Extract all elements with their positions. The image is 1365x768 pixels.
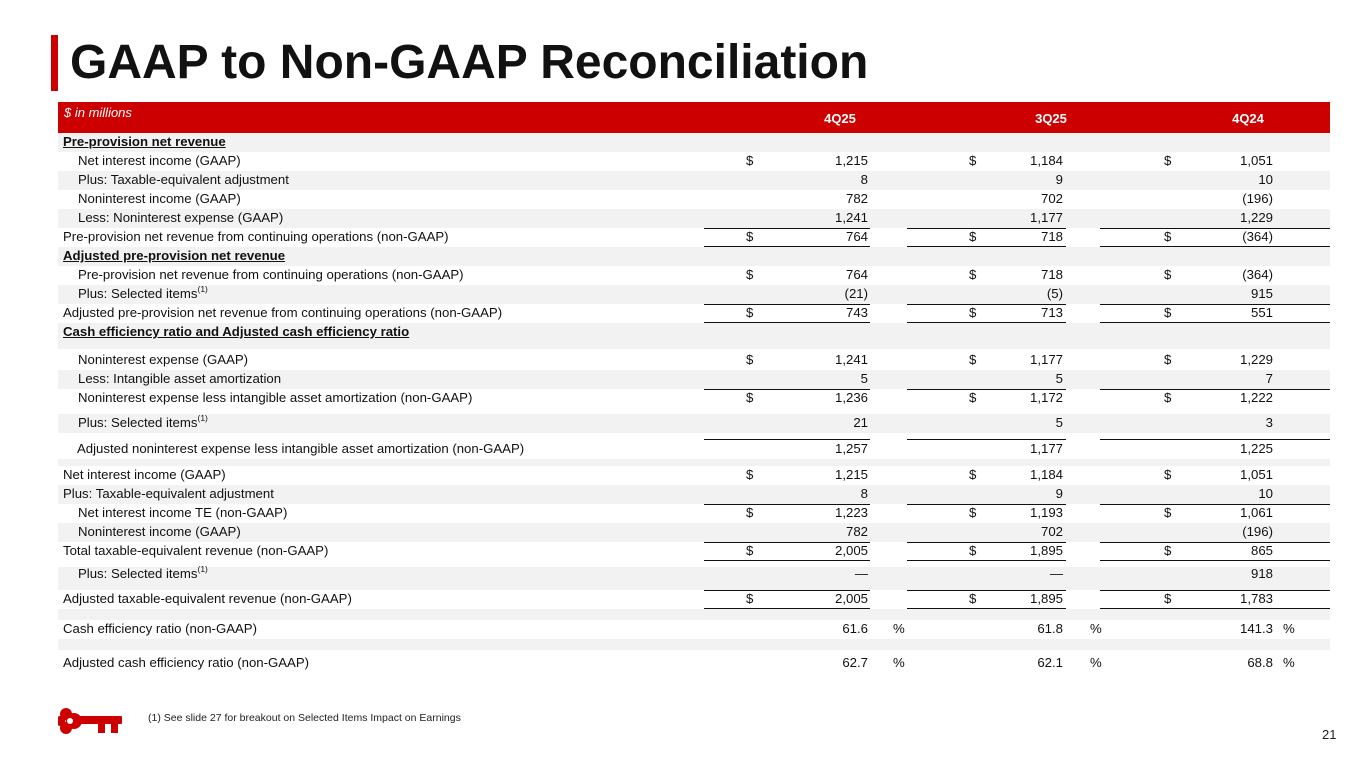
value-cell-4q24: 1,783 [1239, 591, 1273, 606]
footnote: (1) See slide 27 for breakout on Selected Items Impact on Earnings [148, 712, 461, 724]
value-cell-4q25: 1,241 [834, 210, 868, 225]
page-number: 21 [1322, 727, 1337, 742]
dollar-sign: $ [1164, 390, 1172, 405]
value-cell-3q25: 1,177 [1029, 352, 1063, 367]
total-rule-line [1100, 304, 1330, 305]
value-cell-3q25: 5 [1055, 371, 1063, 386]
value-cell-4q25: 61.6 [842, 621, 868, 636]
table-row [58, 370, 1330, 389]
dollar-sign: $ [1164, 591, 1172, 606]
value-cell-3q25: 9 [1055, 486, 1063, 501]
dollar-sign: $ [969, 153, 977, 168]
value-cell-4q25: 764 [845, 229, 868, 244]
table-row [58, 285, 1330, 304]
percent-sign: % [893, 655, 905, 670]
value-cell-3q25: (5) [1046, 286, 1063, 301]
percent-sign: % [1090, 655, 1102, 670]
table-spacer-row [58, 342, 1330, 349]
dollar-sign: $ [1164, 352, 1172, 367]
total-rule-line [907, 504, 1066, 505]
table-header [58, 102, 1330, 133]
table-row [58, 389, 1330, 408]
table-row [58, 209, 1330, 228]
row-label-net-interest-income-gaap: Net interest income (GAAP) [78, 153, 241, 168]
value-cell-3q25: 5 [1055, 415, 1063, 430]
row-label-pre-provision-net-revenue-from-continuing-operations-non-gaap: Pre-provision net revenue from continuing operations (non-GAAP) [78, 267, 464, 282]
table-spacer-row [58, 639, 1330, 650]
table-row [58, 190, 1330, 209]
dollar-sign: $ [969, 505, 977, 520]
row-label-adjusted-pre-provision-net-revenue: Adjusted pre-provision net revenue [63, 248, 286, 263]
period-header-4q24: 4Q24 [1232, 111, 1264, 126]
value-cell-4q24: 865 [1250, 543, 1273, 558]
footnote-marker: (1) [197, 413, 208, 423]
dollar-sign: $ [746, 390, 754, 405]
dollar-sign: $ [1164, 229, 1172, 244]
dollar-sign: $ [969, 591, 977, 606]
total-rule-line [907, 389, 1066, 390]
total-rule-line [704, 590, 870, 591]
dollar-sign: $ [1164, 153, 1172, 168]
dollar-sign: $ [969, 305, 977, 320]
table-spacer-row [58, 609, 1330, 620]
value-cell-3q25: 1,177 [1029, 210, 1063, 225]
value-cell-3q25: 62.1 [1037, 655, 1063, 670]
value-cell-4q25: 764 [845, 267, 868, 282]
value-cell-4q24: 1,222 [1239, 390, 1273, 405]
total-rule-line [704, 542, 870, 543]
table-row [58, 620, 1330, 639]
row-label-noninterest-expense-gaap: Noninterest expense (GAAP) [78, 352, 249, 367]
value-cell-4q24: (196) [1242, 191, 1273, 206]
row-label-adjusted-noninterest-expense-less-intangible-asset-amortization-non-gaap: Adjusted noninterest expense less intangible asset amortization (non-GAAP) [77, 441, 525, 456]
table-row [58, 439, 1330, 459]
total-rule-line [907, 542, 1066, 543]
total-rule-line [1100, 228, 1330, 229]
row-label-adjusted-cash-efficiency-ratio-non-gaap: Adjusted cash efficiency ratio (non-GAAP) [63, 655, 310, 670]
dollar-sign: $ [746, 543, 754, 558]
row-label-noninterest-income-gaap: Noninterest income (GAAP) [78, 524, 241, 539]
row-label-adjusted-pre-provision-net-revenue-from-continuing-operations-non-gaap: Adjusted pre-provision net revenue from continuing operations (non-GAAP) [63, 305, 503, 320]
value-cell-3q25: 1,895 [1029, 543, 1063, 558]
table-row [58, 171, 1330, 190]
value-cell-4q25: 1,241 [834, 352, 868, 367]
value-cell-3q25: 1,184 [1029, 153, 1063, 168]
value-cell-4q25: 1,223 [834, 505, 868, 520]
value-cell-4q24: 915 [1250, 286, 1273, 301]
table-row [58, 485, 1330, 504]
total-rule-line [1100, 439, 1330, 440]
dollar-sign: $ [746, 352, 754, 367]
value-cell-3q25: 718 [1040, 267, 1063, 282]
value-cell-4q24: 1,051 [1239, 153, 1273, 168]
dollar-sign: $ [969, 467, 977, 482]
dollar-sign: $ [1164, 543, 1172, 558]
value-cell-4q25: 21 [853, 415, 868, 430]
value-cell-3q25: 718 [1040, 229, 1063, 244]
value-cell-4q25: 5 [860, 371, 868, 386]
value-cell-4q24: (364) [1242, 229, 1273, 244]
dollar-sign: $ [746, 153, 754, 168]
dollar-sign: $ [969, 229, 977, 244]
value-cell-4q25: 1,215 [834, 153, 868, 168]
value-cell-4q25: 2,005 [834, 543, 868, 558]
total-rule-line [907, 439, 1066, 440]
value-cell-4q25: 1,236 [834, 390, 868, 405]
total-rule-line [907, 228, 1066, 229]
period-header-4q25: 4Q25 [824, 111, 856, 126]
table-row [58, 542, 1330, 561]
total-rule-line [704, 228, 870, 229]
row-label-noninterest-expense-less-intangible-asset-amortization-non-gaap: Noninterest expense less intangible asset amortization (non-GAAP) [78, 390, 473, 405]
value-cell-3q25: 1,172 [1029, 390, 1063, 405]
row-label-cash-efficiency-ratio-non-gaap: Cash efficiency ratio (non-GAAP) [63, 621, 257, 636]
row-label-noninterest-income-gaap: Noninterest income (GAAP) [78, 191, 241, 206]
title-accent-bar [51, 35, 58, 91]
row-label-pre-provision-net-revenue-from-continuing-operations-non-gaap: Pre-provision net revenue from continuing operations (non-GAAP) [63, 229, 449, 244]
dollar-sign: $ [1164, 305, 1172, 320]
unit-label: $ in millions [64, 105, 132, 120]
value-cell-3q25: 1,895 [1029, 591, 1063, 606]
reconciliation-table [58, 133, 1330, 673]
value-cell-4q24: 1,051 [1239, 467, 1273, 482]
value-cell-4q24: 7 [1265, 371, 1273, 386]
dollar-sign: $ [746, 591, 754, 606]
value-cell-3q25: 1,184 [1029, 467, 1063, 482]
dollar-sign: $ [969, 390, 977, 405]
value-cell-4q25: (21) [844, 286, 868, 301]
dollar-sign: $ [969, 267, 977, 282]
value-cell-4q25: 1,215 [834, 467, 868, 482]
total-rule-line [704, 389, 870, 390]
value-cell-4q25: 62.7 [842, 655, 868, 670]
value-cell-4q25: 782 [845, 191, 868, 206]
percent-sign: % [1090, 621, 1102, 636]
total-rule-line [907, 590, 1066, 591]
value-cell-4q24: 1,225 [1239, 441, 1273, 456]
row-label-net-interest-income-te-non-gaap: Net interest income TE (non-GAAP) [78, 505, 288, 520]
table-row [58, 228, 1330, 247]
table-row [58, 266, 1330, 285]
table-row [58, 504, 1330, 523]
table-row [58, 349, 1330, 370]
value-cell-4q24: 1,229 [1239, 210, 1273, 225]
table-row [58, 523, 1330, 542]
key-icon [58, 706, 124, 736]
value-cell-4q25: 743 [845, 305, 868, 320]
value-cell-3q25: 9 [1055, 172, 1063, 187]
value-cell-4q24: 1,229 [1239, 352, 1273, 367]
row-label-plus-selected-items: Plus: Selected items$^{(1)}$ [78, 413, 208, 430]
row-label-pre-provision-net-revenue: Pre-provision net revenue [63, 134, 226, 149]
value-cell-4q24: 551 [1250, 305, 1273, 320]
value-cell-4q24: 10 [1258, 172, 1273, 187]
table-row [58, 590, 1330, 609]
table-spacer-row [58, 459, 1330, 466]
value-cell-4q24: 3 [1265, 415, 1273, 430]
value-cell-4q24: (196) [1242, 524, 1273, 539]
row-label-cash-efficiency-ratio-and-adjusted-cash-efficiency-ratio: Cash efficiency ratio and Adjusted cash efficiency ratio [63, 324, 410, 339]
dollar-sign: $ [969, 352, 977, 367]
footnote-marker: (1) [197, 564, 208, 574]
table-row [58, 414, 1330, 433]
dollar-sign: $ [746, 505, 754, 520]
percent-sign: % [1283, 621, 1295, 636]
table-row [58, 152, 1330, 171]
total-rule-line [907, 304, 1066, 305]
value-cell-4q24: 68.8 [1247, 655, 1273, 670]
table-row [58, 654, 1330, 673]
dollar-sign: $ [1164, 267, 1172, 282]
table-row [58, 466, 1330, 485]
value-cell-3q25: 713 [1040, 305, 1063, 320]
total-rule-line [1100, 389, 1330, 390]
dollar-sign: $ [969, 543, 977, 558]
total-rule-line [1100, 590, 1330, 591]
dollar-sign: $ [746, 267, 754, 282]
page-title: GAAP to Non-GAAP Reconciliation [70, 36, 869, 89]
percent-sign: % [1283, 655, 1295, 670]
row-label-net-interest-income-gaap: Net interest income (GAAP) [63, 467, 226, 482]
value-cell-3q25: — [1049, 566, 1063, 581]
value-cell-4q24: 1,061 [1239, 505, 1273, 520]
row-label-plus-selected-items: Plus: Selected items$^{(1)}$ [78, 284, 208, 301]
value-cell-4q25: 782 [845, 524, 868, 539]
value-cell-3q25: 61.8 [1037, 621, 1063, 636]
row-label-total-taxable-equivalent-revenue-non-gaap: Total taxable-equivalent revenue (non-GAAP) [63, 543, 329, 558]
dollar-sign: $ [746, 229, 754, 244]
value-cell-4q25: 1,257 [834, 441, 868, 456]
value-cell-4q25: 8 [860, 172, 868, 187]
row-label-less-noninterest-expense-gaap: Less: Noninterest expense (GAAP) [78, 210, 284, 225]
value-cell-3q25: 1,177 [1029, 441, 1063, 456]
total-rule-line [1100, 542, 1330, 543]
row-label-plus-taxable-equivalent-adjustment: Plus: Taxable-equivalent adjustment [63, 486, 274, 501]
row-label-plus-selected-items: Plus: Selected items$^{(1)}$ [78, 564, 208, 581]
percent-sign: % [893, 621, 905, 636]
total-rule-line [704, 504, 870, 505]
total-rule-line [704, 439, 870, 440]
value-cell-4q24: 918 [1250, 566, 1273, 581]
table-row [58, 247, 1330, 266]
row-label-adjusted-taxable-equivalent-revenue-non-gaap: Adjusted taxable-equivalent revenue (non-GAAP) [63, 591, 352, 606]
value-cell-4q24: 141.3 [1239, 621, 1273, 636]
value-cell-3q25: 1,193 [1029, 505, 1063, 520]
value-cell-4q25: — [854, 566, 868, 581]
total-rule-line [1100, 504, 1330, 505]
table-row [58, 564, 1330, 584]
period-header-3q25: 3Q25 [1035, 111, 1067, 126]
dollar-sign: $ [746, 467, 754, 482]
table-row [58, 323, 1330, 342]
row-label-less-intangible-asset-amortization: Less: Intangible asset amortization [78, 371, 282, 386]
dollar-sign: $ [1164, 467, 1172, 482]
dollar-sign: $ [1164, 505, 1172, 520]
value-cell-4q24: 10 [1258, 486, 1273, 501]
value-cell-4q24: (364) [1242, 267, 1273, 282]
table-row [58, 304, 1330, 323]
table-row [58, 133, 1330, 152]
dollar-sign: $ [746, 305, 754, 320]
value-cell-3q25: 702 [1040, 524, 1063, 539]
total-rule-line [704, 304, 870, 305]
value-cell-4q25: 8 [860, 486, 868, 501]
footnote-marker: (1) [197, 284, 208, 294]
value-cell-4q25: 2,005 [834, 591, 868, 606]
row-label-plus-taxable-equivalent-adjustment: Plus: Taxable-equivalent adjustment [78, 172, 289, 187]
value-cell-3q25: 702 [1040, 191, 1063, 206]
